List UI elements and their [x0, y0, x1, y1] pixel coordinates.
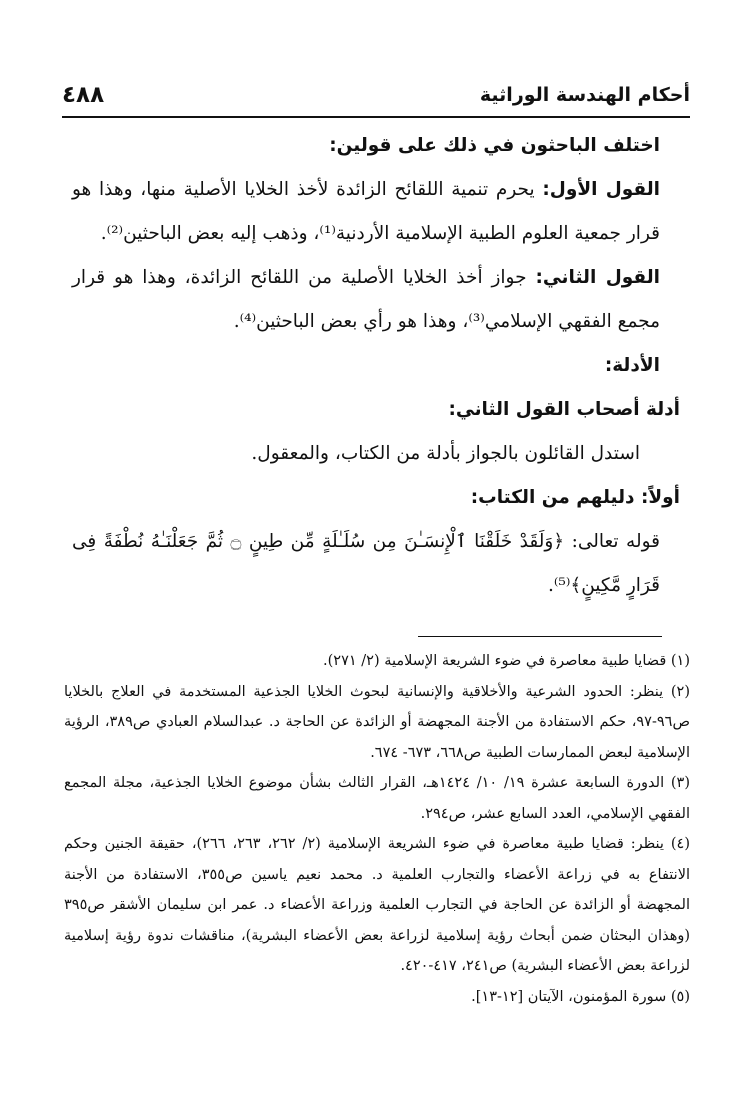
footnote-3: (٣) الدورة السابعة عشرة ١٩/ ١٠/ ١٤٢٤هـ، القرار الثالث بشأن موضوع الخلايا الجذعية، مجلة المجمع الفقهي الإسلامي، العدد السابع عشر، ص٢٩٤. — [64, 775, 690, 822]
running-title: أحكام الهندسة الوراثية — [479, 84, 690, 106]
header-divider — [62, 116, 690, 118]
opinion-1-paragraph — [72, 168, 680, 256]
first-from-book-label: أولاً: — [640, 487, 680, 508]
opinion-1-text: يحرم تنمية اللقائح الزائدة لأخذ الخلايا الأصلية منها، وهذا هو قرار جمعية العلوم الطبية الإسلامية الأردنية⁽¹⁾، وذهب إليه بعض الباحثين⁽²⁾. — [72, 179, 660, 244]
footnote-divider — [418, 636, 662, 637]
second-opinion-evidence-heading: أدلة أصحاب القول الثاني: — [448, 399, 680, 420]
opinion-2-paragraph — [72, 256, 680, 344]
first-from-book-text: دليلهم من الكتاب: — [470, 487, 641, 508]
first-from-book-paragraph — [72, 476, 680, 520]
evidence-heading: الأدلة: — [604, 355, 660, 376]
footnotes — [64, 646, 690, 1012]
footnote-5: (٥) سورة المؤمنون، الآيتان [١٢-١٣]. — [471, 988, 690, 1005]
footnote-1: (١) قضايا طبية معاصرة في ضوء الشريعة الإسلامية (٢/ ٢٧١). — [323, 653, 690, 669]
opinion-2-label: القول الثاني: — [535, 267, 660, 288]
evidence-intro: استدل القائلون بالجواز بأدلة من الكتاب، والمعقول. — [251, 443, 640, 464]
quran-verse: قوله تعالى: ﴿وَلَقَدْ خَلَقْنَا ٱلْإِنسَـٰنَ مِن سُلَـٰلَةٍ مِّن طِينٍ ۝ ثُمَّ جَعَلْنَـٰهُ نُطْفَةً فِى قَرَارٍ مَّكِينٍ﴾⁽⁵⁾. — [72, 531, 660, 596]
page-number: ٤٨٨ — [62, 82, 105, 108]
main-text — [72, 124, 680, 608]
footnote-4: (٤) ينظر: قضايا طبية معاصرة في ضوء الشريعة الإسلامية (٢/ ٢٦٢، ٢٦٣، ٢٦٦)، حقيقة الجنين وحكم الانتفاع به في زراعة الأعضاء والتجارب العلمية د. محمد نعيم ياسين ص٣٥٥، الاستفادة من الأجنة المجهضة أو الزائدة عن الحاجة في التجارب العلمية وزراعة الأعضاء د. عمر ابن سليمان الأشقر ص٣٩٥ (وهذان البحثان ضمن أبحاث رؤية إسلامية لزراعة بعض الأعضاء البشرية)، مناقشات ندوة رؤية إسلامية لزراعة بعض الأعضاء البشرية) ص٢٤١، ٤١٧-٤٢٠. — [64, 836, 690, 974]
page-header — [62, 78, 690, 118]
opinion-1-label: القول الأول: — [542, 179, 660, 200]
intro-paragraph: اختلف الباحثون في ذلك على قولين: — [329, 135, 660, 156]
footnote-2: (٢) ينظر: الحدود الشرعية والأخلاقية والإنسانية لبحوث الخلايا الجذعية المستخدمة في العلاج بالخلايا ص٩٦-٩٧، حكم الاستفادة من الأجنة المجهضة أو الزائدة عن الحاجة د. عبدالسلام العبادي ص٣٨٩، الرؤية الإسلامية لبعض الممارسات الطبية ص٦٦٨، ٦٧٣- ٦٧٤. — [64, 683, 690, 761]
opinion-2-text: جواز أخذ الخلايا الأصلية من اللقائح الزائدة، وهذا هو قرار مجمع الفقهي الإسلامي⁽³⁾، وهذا هو رأي بعض الباحثين⁽⁴⁾. — [72, 267, 660, 332]
